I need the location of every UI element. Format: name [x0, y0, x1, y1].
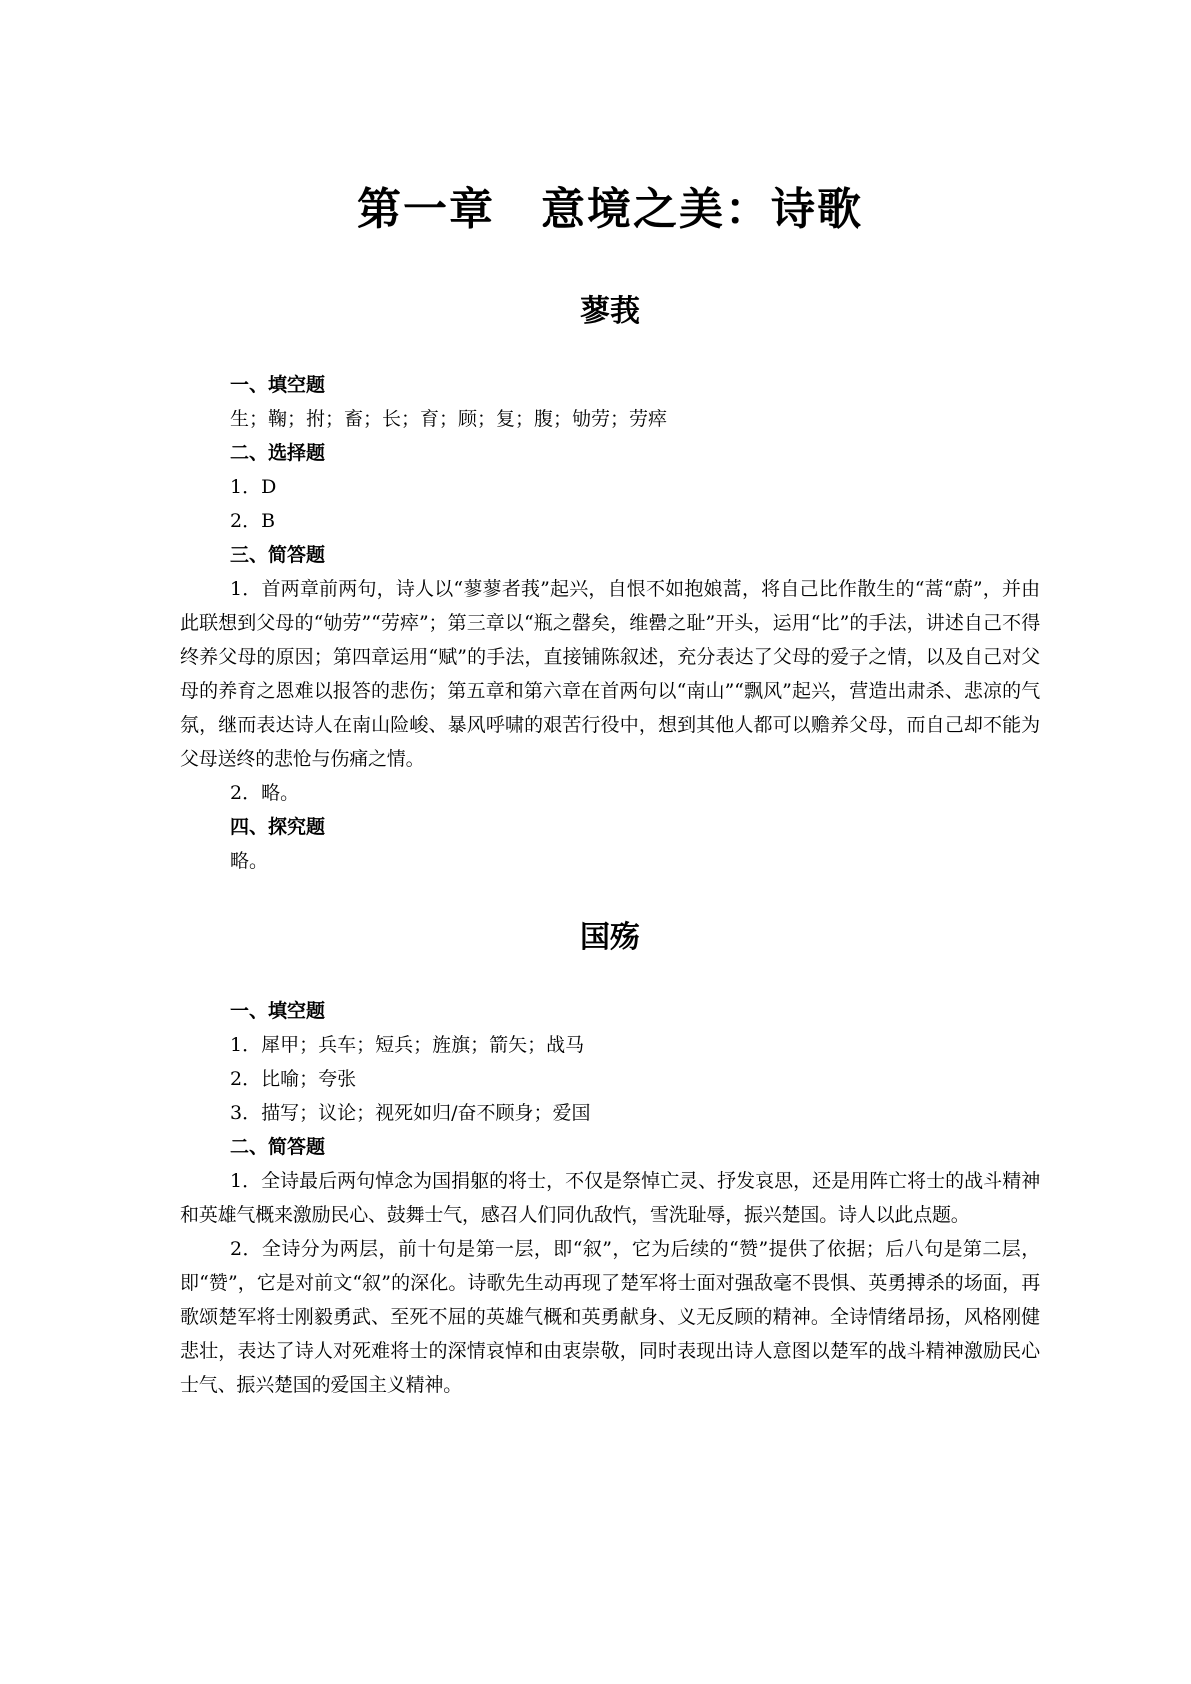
- question-heading: 三、简答题: [230, 544, 326, 566]
- section-liao-e: [180, 292, 1040, 878]
- answer-paragraph: 2．全诗分为两层，前十句是第一层，即“叙”，它为后续的“赞”提供了依据；后八句是第二层，即“赞”，它是对前文“叙”的深化。诗歌先生动再现了楚军将士面对强敌毫不畏惧、英勇搏杀的场面，再歌颂楚军将士刚毅勇武、至死不屈的英雄气概和英勇献身、义无反顾的精神。全诗情绪昂扬，风格刚健悲壮，表达了诗人对死难将士的深情哀悼和由衷崇敬，同时表现出诗人意图以楚军的战斗精神激励民心士气、振兴楚国的爱国主义精神。: [180, 1238, 1040, 1396]
- answer-line: 略。: [230, 850, 269, 872]
- answer-line: 3．描写；议论；视死如归/奋不顾身；爱国: [230, 1102, 591, 1124]
- answer-line: 1．犀甲；兵车；短兵；旌旗；箭矢；战马: [230, 1034, 585, 1056]
- chapter-number: 第一章: [357, 184, 495, 235]
- answer-line: 2．比喻；夸张: [230, 1068, 357, 1090]
- question-heading: 二、简答题: [230, 1136, 326, 1158]
- section-title: 蓼莪: [580, 294, 640, 329]
- answer-paragraph: 1．全诗最后两句悼念为国捐躯的将士，不仅是祭悼亡灵、抒发哀思，还是用阵亡将士的战斗精神和英雄气概来激励民心、鼓舞士气，感召人们同仇敌忾，雪洗耻辱，振兴楚国。诗人以此点题。: [180, 1170, 1040, 1226]
- answer-line: 2．B: [230, 510, 276, 532]
- answer-line: 生；鞠；拊；畜；长；育；顾；复；腹；劬劳；劳瘁: [230, 408, 668, 430]
- question-heading: 四、探究题: [230, 816, 326, 838]
- question-heading: 一、填空题: [230, 1000, 326, 1022]
- question-heading: 二、选择题: [230, 442, 326, 464]
- chapter-title: [180, 180, 1040, 240]
- answer-paragraph: 1．首两章前两句，诗人以“蓼蓼者莪”起兴，自恨不如抱娘蒿，将自己比作散生的“蒿“蔚”，并由此联想到父母的“劬劳”“劳瘁”；第三章以“瓶之罄矣，维罍之耻”开头，运用“比”的手法，讲述自己不得终养父母的原因；第四章运用“赋”的手法，直接铺陈叙述，充分表达了父母的爱子之情，以及自己对父母的养育之恩难以报答的悲伤；第五章和第六章在首两句以“南山”“飘风”起兴，营造出肃杀、悲凉的气氛，继而表达诗人在南山险峻、暴风呼啸的艰苦行役中，想到其他人都可以赡养父母，而自己却不能为父母送终的悲怆与伤痛之情。: [180, 578, 1040, 770]
- section-title: 国殇: [580, 920, 640, 955]
- chapter-name: 意境之美：诗歌: [541, 184, 863, 235]
- question-heading: 一、填空题: [230, 374, 326, 396]
- section-guo-shang: [180, 918, 1040, 1402]
- answer-line: 1．D: [230, 476, 277, 498]
- document-page: [180, 180, 1040, 1442]
- answer-paragraph: 2．略。: [230, 782, 300, 804]
